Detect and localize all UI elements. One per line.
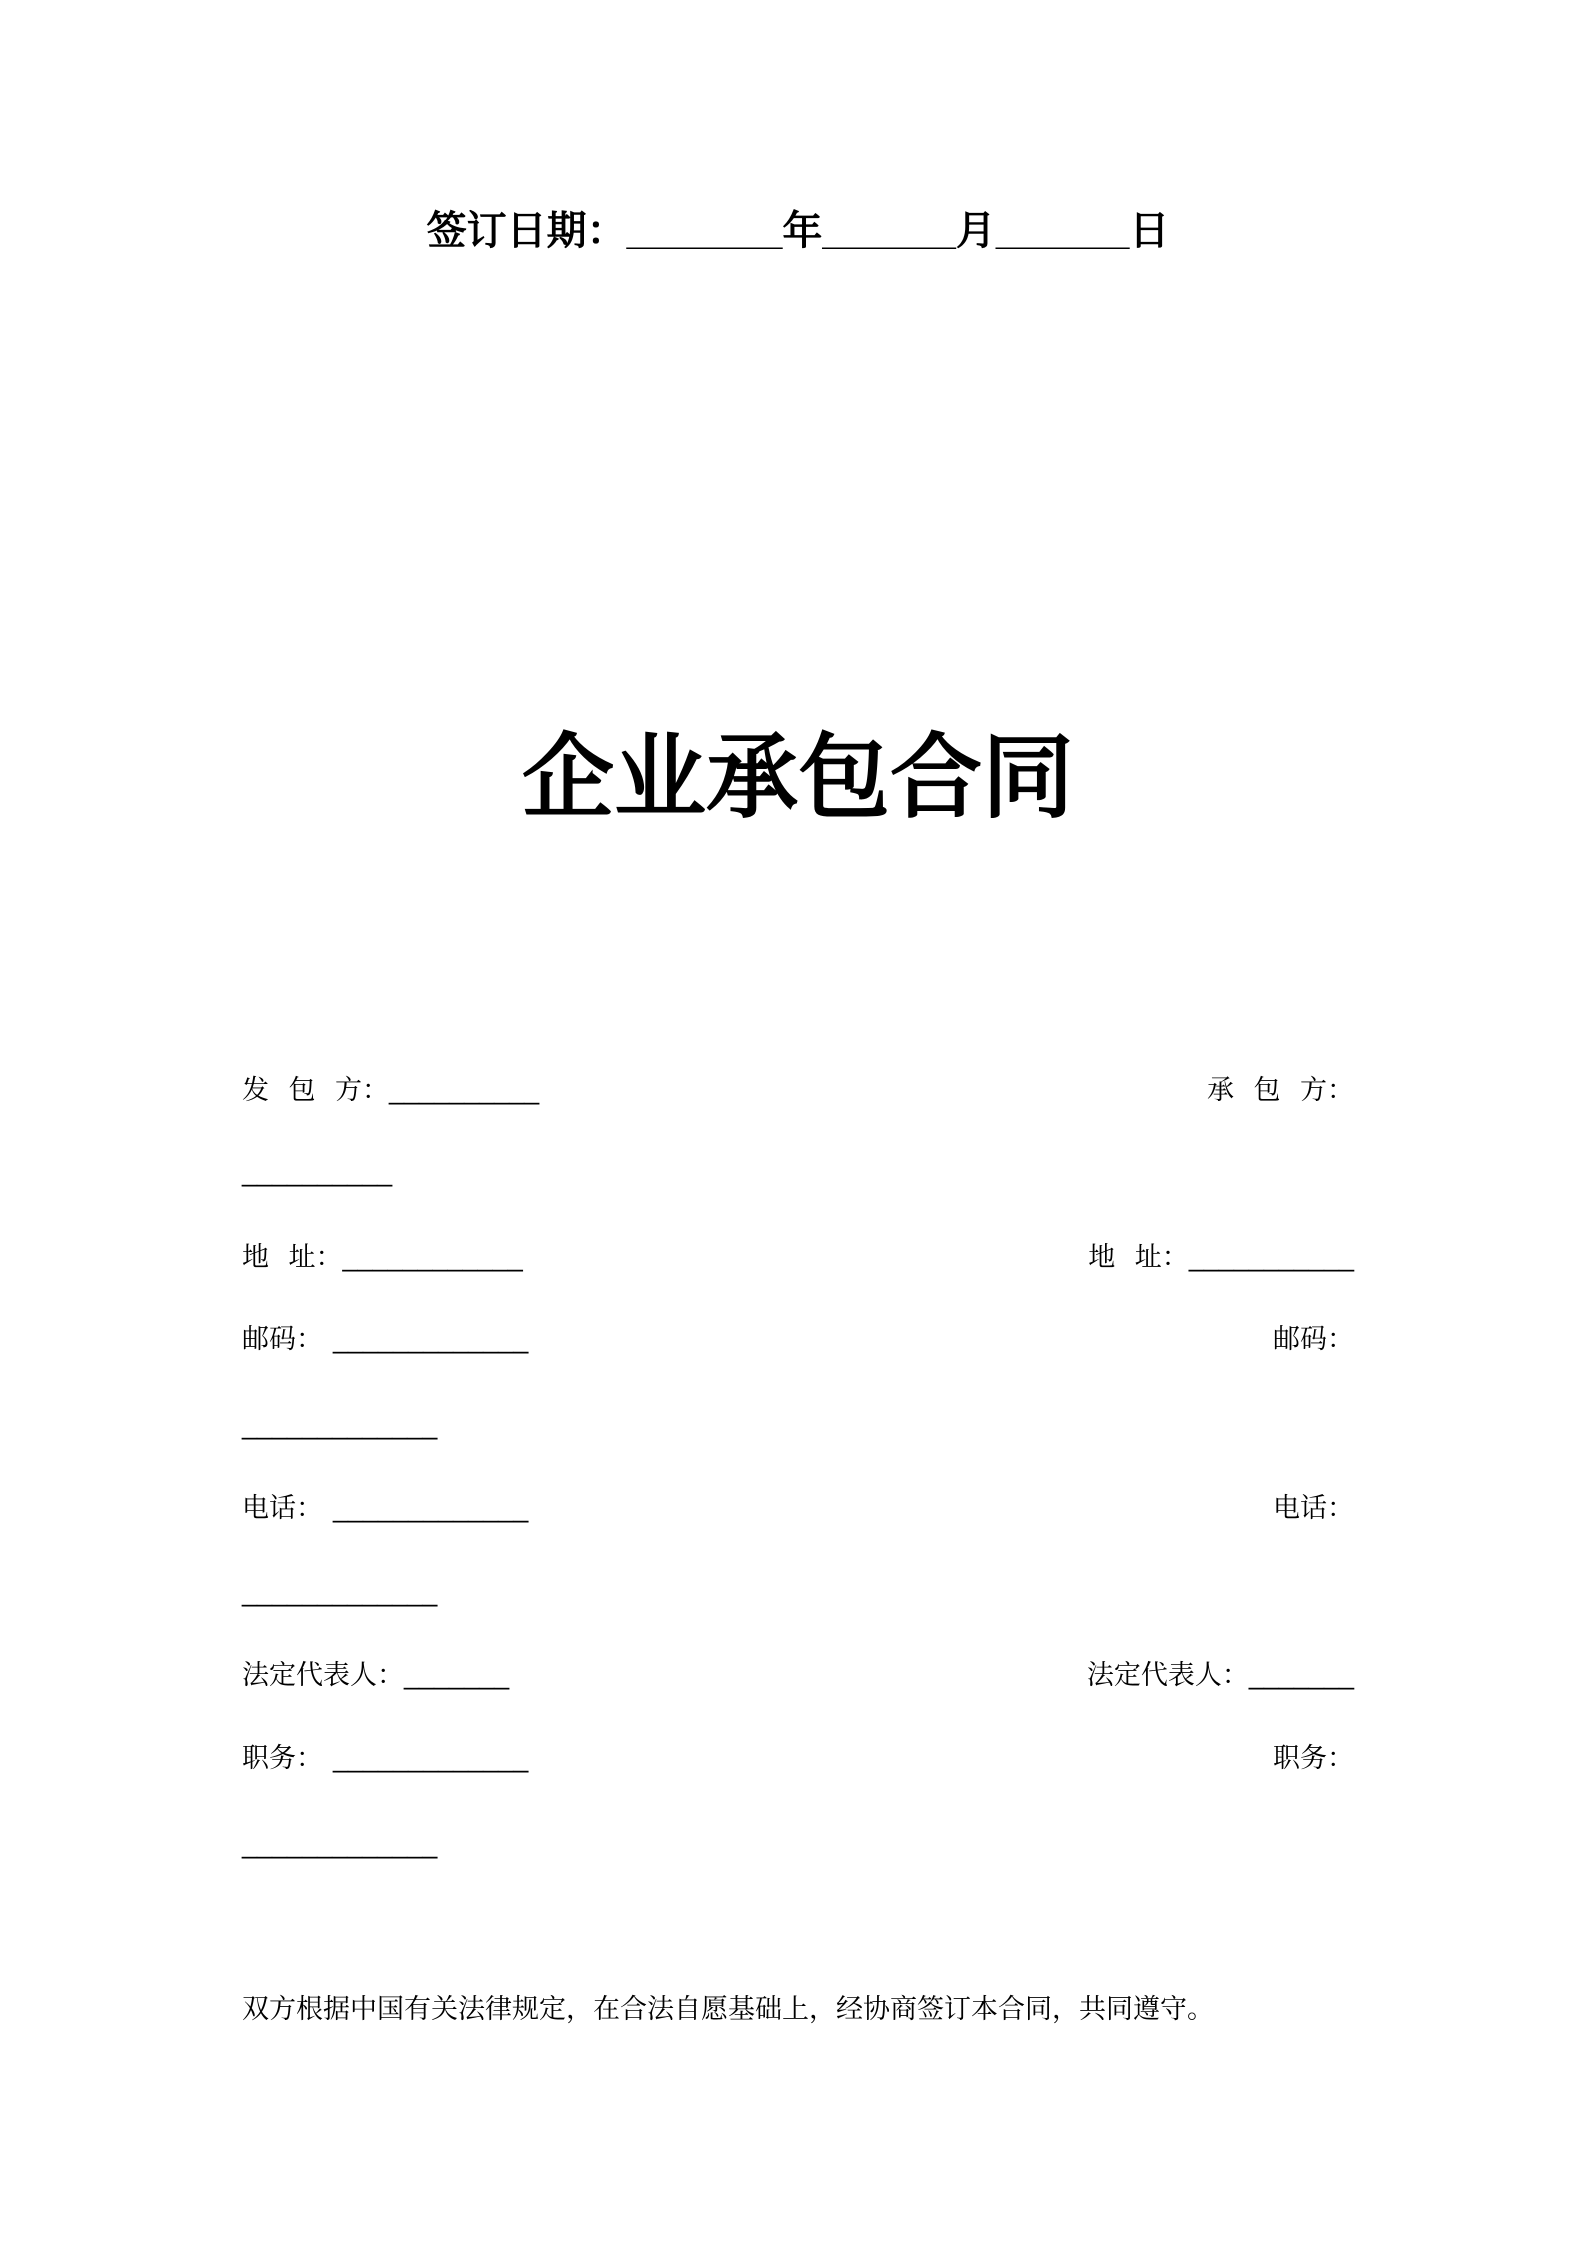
preamble-text: 双方根据中国有关法律规定，在合法自愿基础上，经协商签订本合同，共同遵守。 (242, 1994, 1214, 2024)
party-b-postcode-blank-row (242, 1405, 1354, 1445)
party-b-postcode-label: 邮码： (1273, 1324, 1354, 1354)
day-label: 日 (1129, 209, 1170, 253)
party-b-phone-blank-row (242, 1572, 1354, 1612)
party-b-position-blank-row (242, 1824, 1354, 1864)
year-blank: _______ (626, 209, 783, 253)
month-label: 月 (955, 209, 996, 253)
party-b-name-blank-row (242, 1152, 1354, 1192)
legal-rep-row (242, 1655, 1354, 1695)
party-a-name-field (242, 1070, 539, 1110)
party-b-legal-rep-field (1087, 1655, 1354, 1695)
year-label: 年 (782, 209, 823, 253)
party-a-position-label: 职务： (242, 1743, 323, 1773)
month-blank: ______ (822, 209, 956, 253)
party-a-postcode-field (242, 1319, 528, 1359)
phone-row (242, 1488, 1354, 1528)
party-b-position-label: 职务： (1273, 1743, 1354, 1773)
position-row (242, 1738, 1354, 1778)
party-a-legal-rep-blank: _______ (404, 1660, 510, 1690)
party-b-phone-label: 电话： (1273, 1493, 1354, 1523)
party-b-legal-rep-blank: _______ (1248, 1660, 1354, 1690)
party-b-address-field (1088, 1237, 1354, 1277)
signing-date-line (242, 205, 1354, 257)
party-b-legal-rep-label: 法定代表人： (1086, 1660, 1249, 1690)
party-a-phone-blank: _____________ (333, 1493, 529, 1523)
address-row (242, 1237, 1354, 1277)
party-a-phone-field (242, 1488, 528, 1528)
party-a-position-blank: _____________ (333, 1743, 529, 1773)
party-a-postcode-blank: _____________ (333, 1324, 529, 1354)
party-b-name-label: 承 包 方： (1206, 1075, 1354, 1105)
party-b-postcode-blank: _____________ (242, 1410, 438, 1440)
party-a-address-blank: ____________ (342, 1242, 523, 1272)
party-a-address-field (242, 1237, 523, 1277)
day-blank: ______ (995, 209, 1130, 253)
party-a-name-blank: __________ (389, 1075, 540, 1105)
party-a-legal-rep-label: 法定代表人： (242, 1660, 404, 1690)
party-name-row (242, 1070, 1354, 1110)
party-a-name-label: 发 包 方： (242, 1075, 390, 1105)
party-b-name-blank: __________ (242, 1157, 393, 1187)
party-b-position-blank: _____________ (242, 1829, 438, 1859)
signing-date-label: 签订日期： (426, 209, 627, 253)
party-b-address-blank: ___________ (1188, 1242, 1354, 1272)
party-a-position-field (242, 1738, 528, 1778)
party-a-address-label: 地 址： (242, 1242, 343, 1272)
postcode-row (242, 1319, 1354, 1359)
party-a-legal-rep-field (242, 1655, 509, 1695)
party-a-phone-label: 电话： (242, 1493, 323, 1523)
party-b-phone-blank: _____________ (242, 1577, 438, 1607)
party-b-address-label: 地 址： (1088, 1242, 1189, 1272)
party-a-postcode-label: 邮码： (242, 1324, 323, 1354)
document-title: 企业承包合同 (521, 727, 1074, 829)
